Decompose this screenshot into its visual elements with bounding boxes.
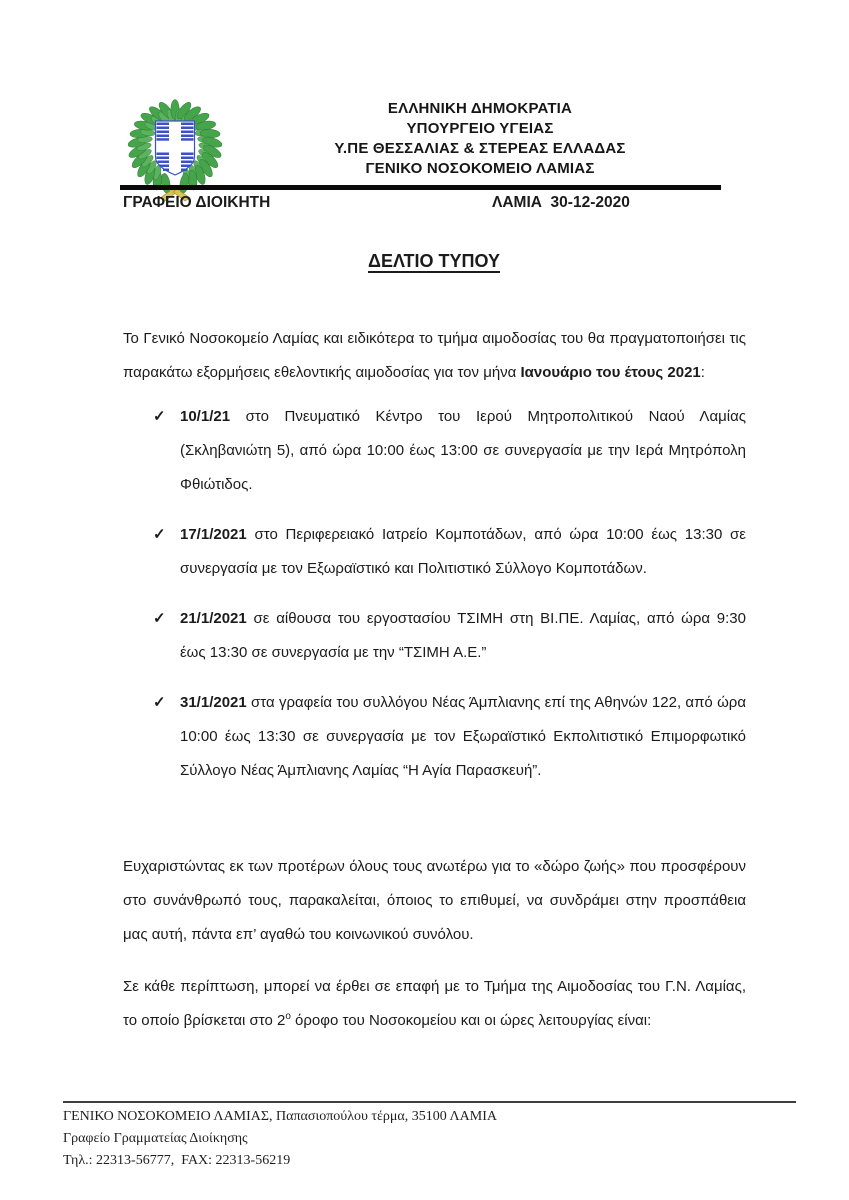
event-date: 17/1/2021 [180,526,247,543]
ordinal-superscript: ο [285,1011,291,1022]
header-divider [120,185,721,190]
event-date: 31/1/2021 [180,694,247,711]
event-date: 10/1/21 [180,408,231,425]
letterhead [230,99,730,179]
footer-divider [63,1101,796,1103]
contact-text: Σε κάθε περίπτωση, μπορεί να έρθει σε επαφή με το Τμήμα της Αιμοδοσίας του Γ.Ν. Λαμίας, το οποίο βρίσκεται στο 2 [123,978,746,1029]
footer-address: ΓΕΝΙΚΟ ΝΟΣΟΚΟΜΕΙΟ ΛΑΜΙΑΣ, Παπασιοπούλου τέρμα, 35100 ΛΑΜΙΑ [63,1109,497,1124]
event-text: στο Πνευματικό Κέντρο του Ιερού Μητροπολιτικού Ναού Λαμίας (Σκληβανιώτη 5), από ώρα 10:00 έως 13:00 σε συνεργασία με την Ιερά Μητρόπολη Φθιώτιδος. [180,408,746,493]
intro-bold-month: Ιανουάριο του έτους 2021 [520,364,701,381]
footer [63,1106,796,1172]
letterhead-line: Υ.ΠΕ ΘΕΣΣΑΛΙΑΣ & ΣΤΕΡΕΑΣ ΕΛΛΑΔΑΣ [334,140,626,157]
contact-paragraph [123,970,746,1038]
office-label: ΓΡΑΦΕΙΟ ΔΙΟΙΚΗΤΗ [123,194,271,211]
document-title: ΔΕΛΤΙΟ ΤΥΠΟΥ [368,251,500,271]
event-text: στα γραφεία του συλλόγου Νέας Άμπλιανης επί της Αθηνών 122, από ώρα 10:00 έως 13:30 σε συνεργασία με τον Εξωραϊστικό Εκπολιτιστικό Επιμορφωτικό Σύλλογο Νέας Άμπλιανης Λαμίας “Η Αγία Παρασκευή”. [180,694,746,779]
event-item [153,686,746,788]
contact-text: όροφο του Νοσοκομείου και οι ώρες λειτουργίας είναι: [290,1012,652,1029]
event-item [153,518,746,586]
footer-phone-fax: Τηλ.: 22313-56777, FAX: 22313-56219 [63,1153,291,1168]
thanks-paragraph: Ευχαριστώντας εκ των προτέρων όλους τους ανωτέρω για το «δώρο ζωής» που προσφέρουν στο συνάνθρωπό τους, παρακαλείται, όποιος το επιθυμεί, να συνδράμει στην προσπάθεια μας αυτή, πάντα επ’ αγαθώ του κοινωνικού συνόλου. [123,858,746,943]
cross-shield [156,121,195,175]
event-item [153,602,746,670]
office-date-row [123,194,746,216]
place-date: ΛΑΜΙΑ 30-12-2020 [492,194,630,211]
intro-paragraph [123,322,746,390]
letterhead-line: ΥΠΟΥΡΓΕΙΟ ΥΓΕΙΑΣ [406,120,554,137]
event-text: στο Περιφερειακό Ιατρείο Κομποτάδων, από ώρα 10:00 έως 13:30 σε συνεργασία με τον Εξωραϊστικό και Πολιτιστικό Σύλλογο Κομποτάδων. [180,526,746,577]
letterhead-line: ΕΛΛΗΝΙΚΗ ΔΗΜΟΚΡΑΤΙΑ [387,100,573,117]
footer-office: Γραφείο Γραμματείας Διοίκησης [63,1131,248,1146]
event-date: 21/1/2021 [180,610,247,627]
intro-colon: : [700,364,705,381]
checkmark-icon: ✓ [153,526,166,543]
checkmark-icon: ✓ [153,694,166,711]
event-item [153,400,746,502]
event-list [153,400,746,804]
letterhead-line: ΓΕΝΙΚΟ ΝΟΣΟΚΟΜΕΙΟ ΛΑΜΙΑΣ [365,160,595,177]
checkmark-icon: ✓ [153,610,166,627]
intro-text: Το Γενικό Νοσοκομείο Λαμίας και ειδικότερα το τμήμα αιμοδοσίας του θα πραγματοποιήσει τις παρακάτω εξορμήσεις εθελοντικής αιμοδοσίας για τον μήνα [123,330,746,381]
event-text: σε αίθουσα του εργοστασίου ΤΣΙΜΗ στη ΒΙ.ΠΕ. Λαμίας, από ώρα 9:30 έως 13:30 σε συνεργασία με την “ΤΣΙΜΗ Α.Ε.” [180,610,746,661]
checkmark-icon: ✓ [153,408,166,425]
